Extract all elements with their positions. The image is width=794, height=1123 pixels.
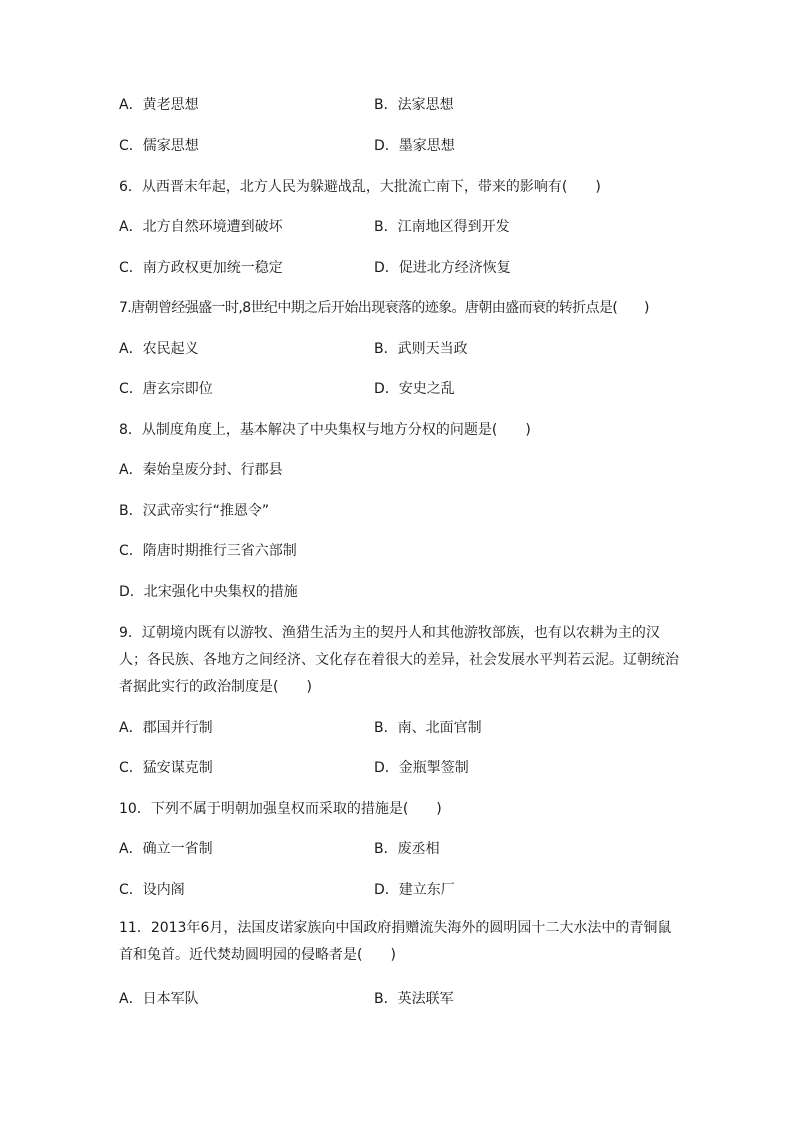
q10-option-d: D．建立东厂 [374,882,455,898]
q7-option-c: C．唐玄宗即位 [119,381,213,397]
q6-option-d: D．促进北方经济恢复 [374,260,511,276]
q8-option-d: D．北宋强化中央集权的措施 [119,584,298,600]
q8-option-a: A．秦始皇废分封、行郡县 [119,462,283,478]
q9-option-a: A．郡国并行制 [119,720,213,736]
q8-stem: 8．从制度角度上，基本解决了中央集权与地方分权的问题是( ) [119,422,531,438]
q5-option-d: D．墨家思想 [374,138,455,154]
q6-option-b: B．江南地区得到开发 [374,219,510,235]
q5-option-a: A．黄老思想 [119,97,199,113]
q7-stem: 7.唐朝曾经强盛一时,8世纪中期之后开始出现衰落的迹象。唐朝由盛而衰的转折点是( ) [119,300,649,316]
q10-option-a: A．确立一省制 [119,841,213,857]
q9-option-b: B．南、北面官制 [374,720,482,736]
q7-option-d: D．安史之乱 [374,381,455,397]
q11-option-b: B．英法联军 [374,991,454,1007]
q5-option-c: C．儒家思想 [119,138,199,154]
q9-option-d: D．金瓶掣签制 [374,760,469,776]
q9-stem: 9．辽朝境内既有以游牧、渔猎生活为主的契丹人和其他游牧部族，也有以农耕为主的汉人；各民族、各地方之间经济、文化存在着很大的差异，社会发展水平判若云泥。辽朝统治者据此实行的政治制度是( ) [119,625,679,695]
q7-option-b: B．武则天当政 [374,341,468,357]
q10-option-c: C．设内阁 [119,882,185,898]
q7-option-a: A．农民起义 [119,341,199,357]
q10-option-b: B．废丞相 [374,841,440,857]
q6-option-a: A．北方自然环境遭到破坏 [119,219,283,235]
q8-option-c: C．隋唐时期推行三省六部制 [119,543,297,559]
q9-option-c: C．猛安谋克制 [119,760,213,776]
q11-stem: 11．2013年6月，法国皮诺家族向中国政府捐赠流失海外的圆明园十二大水法中的青铜鼠首和兔首。近代焚劫圆明园的侵略者是( ) [119,920,672,963]
q11-option-a: A．日本军队 [119,991,199,1007]
q10-stem: 10．下列不属于明朝加强皇权而采取的措施是( ) [119,801,442,817]
q6-option-c: C．南方政权更加统一稳定 [119,260,283,276]
q6-stem: 6．从西晋末年起，北方人民为躲避战乱，大批流亡南下，带来的影响有( ) [119,179,601,195]
q5-option-b: B．法家思想 [374,97,454,113]
q8-option-b: B．汉武帝实行“推恩令” [119,503,270,519]
